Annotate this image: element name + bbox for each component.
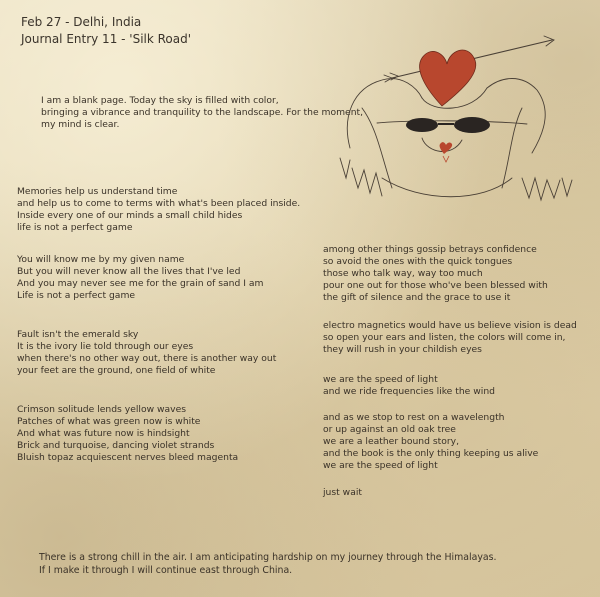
poem-line: we are a leather bound story, — [323, 436, 460, 448]
heart-figure-sketch — [322, 28, 582, 218]
poem-line: life is not a perfect game — [17, 222, 133, 234]
poem-line: It is the ivory lie told through our eyes — [17, 341, 194, 353]
poem-stanza — [17, 254, 263, 302]
poem-stanza — [17, 404, 238, 464]
poem-line: among other things gossip betrays confidence — [323, 244, 537, 255]
poem-line: pour one out for those who've been blessed with — [323, 280, 548, 292]
text-line: bringing a vibrance and tranquility to the landscape. For the moment, — [41, 107, 364, 119]
journal-header — [21, 14, 191, 48]
poem-line: so open your ears and listen, the colors will come in, — [323, 332, 566, 344]
poem-line: And what was future now is hindsight — [17, 428, 190, 440]
text-line: my mind is clear. — [41, 119, 120, 131]
poem-line: Inside every one of our minds a small child hides — [17, 210, 243, 222]
poem-line: just wait — [323, 487, 362, 498]
poem-line: your feet are the ground, one field of white — [17, 365, 216, 377]
text-line: If I make it through I will continue east through China. — [39, 564, 293, 576]
poem-line: we are the speed of light — [323, 460, 438, 472]
poem-stanza — [17, 329, 276, 377]
poem-line: Crimson solitude lends yellow waves — [17, 404, 187, 415]
poem-line: Life is not a perfect game — [17, 290, 136, 302]
poem-stanza — [323, 412, 538, 472]
poem-line: Patches of what was green now is white — [17, 416, 201, 428]
poem-stanza — [323, 487, 362, 499]
poem-line: Fault isn't the emerald sky — [17, 329, 139, 340]
outro-paragraph — [39, 552, 497, 578]
text-line: I am a blank page. Today the sky is filled with color, — [41, 95, 279, 106]
poem-line: and we ride frequencies like the wind — [323, 386, 495, 398]
poem-line: Memories help us understand time — [17, 186, 178, 197]
poem-line: Brick and turquoise, dancing violet strands — [17, 440, 215, 452]
poem-line: and help us to come to terms with what's been placed inside. — [17, 198, 301, 210]
poem-line: and as we stop to rest on a wavelength — [323, 412, 505, 423]
poem-line: Bluish topaz acquiescent nerves bleed magenta — [17, 452, 239, 464]
poem-line: those who talk way, way too much — [323, 268, 483, 280]
entry-title: Journal Entry 11 - 'Silk Road' — [21, 32, 192, 46]
entry-date: Feb 27 - Delhi, India — [21, 15, 142, 29]
poem-line: But you will never know all the lives that I've led — [17, 266, 241, 278]
poem-stanza — [17, 186, 300, 234]
poem-line: And you may never see me for the grain of sand I am — [17, 278, 264, 290]
poem-line: You will know me by my given name — [17, 254, 185, 265]
poem-stanza — [323, 244, 548, 304]
intro-paragraph — [41, 95, 363, 131]
poem-stanza — [323, 374, 495, 398]
poem-stanza — [323, 320, 577, 356]
poem-line: so avoid the ones with the quick tongues — [323, 256, 513, 268]
poem-line: when there's no other way out, there is another way out — [17, 353, 277, 365]
poem-line: they will rush in your childish eyes — [323, 344, 482, 356]
poem-line: or up against an old oak tree — [323, 424, 456, 436]
text-line: There is a strong chill in the air. I am anticipating hardship on my journey through the Himalayas. — [39, 552, 497, 563]
poem-line: we are the speed of light — [323, 374, 438, 385]
poem-line: electro magnetics would have us believe vision is dead — [323, 320, 577, 331]
poem-line: and the book is the only thing keeping us alive — [323, 448, 539, 460]
poem-line: the gift of silence and the grace to use it — [323, 292, 511, 304]
